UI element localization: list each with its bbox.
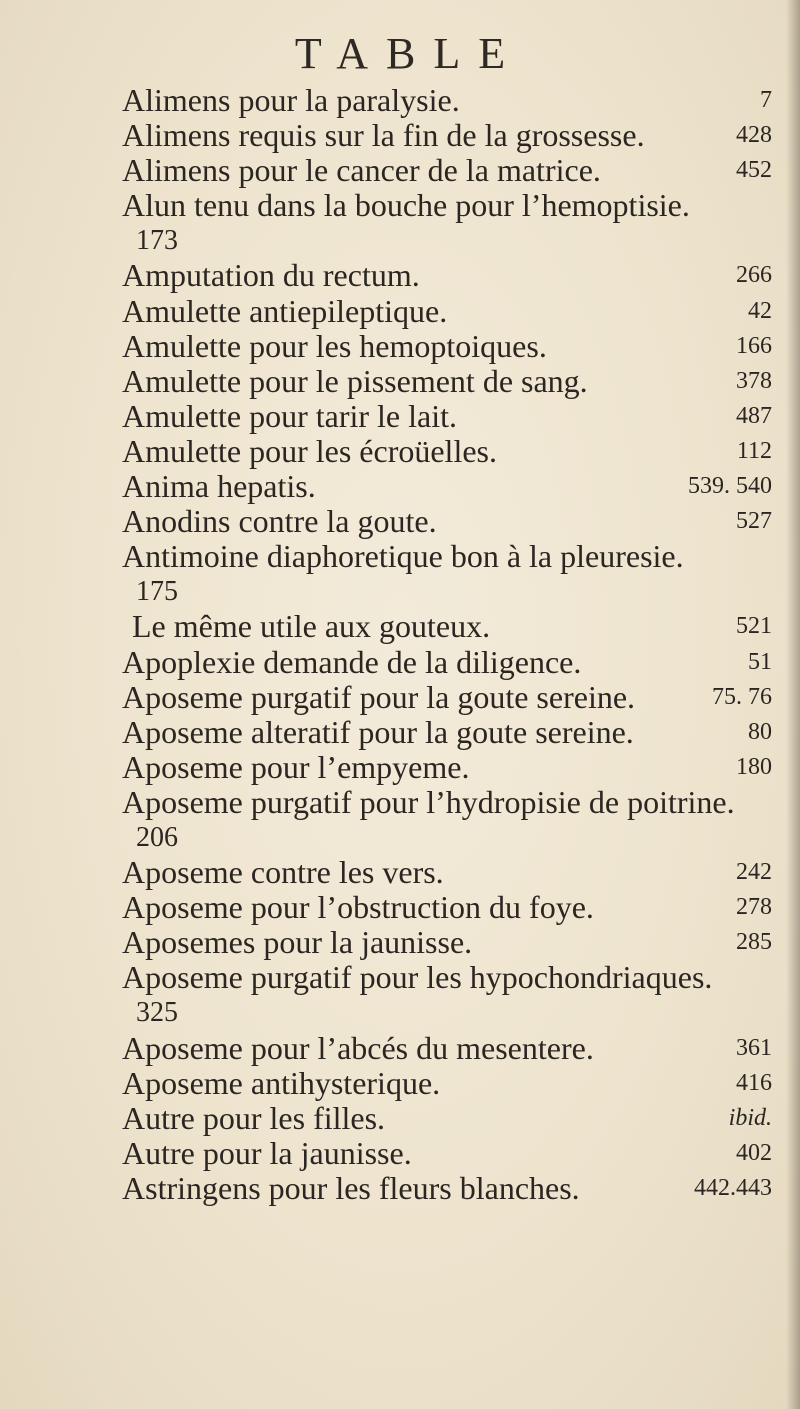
index-entry xyxy=(122,1171,772,1206)
entry-page-number: ibid. xyxy=(728,1104,772,1131)
index-entry xyxy=(122,364,772,399)
index-entry xyxy=(122,890,772,925)
entry-page-number: 7 xyxy=(760,87,772,113)
index-entry xyxy=(122,680,772,715)
entry-page-number: 521 xyxy=(736,613,772,640)
entry-text: 325 xyxy=(136,997,178,1029)
index-entries xyxy=(122,83,772,1206)
index-entry xyxy=(122,469,772,504)
entry-text: Autre pour la jaunisse. xyxy=(122,1134,412,1171)
entry-text: Amulette antiepileptique. xyxy=(122,292,448,329)
index-entry xyxy=(122,294,772,329)
index-entry xyxy=(122,504,772,539)
entry-page-number: 539. 540 xyxy=(688,473,772,500)
entry-text: Alimens pour la paralysie. xyxy=(122,82,460,118)
index-entry xyxy=(122,995,772,1030)
entry-text: 175 xyxy=(136,576,178,608)
entry-page-number: 452 xyxy=(736,157,772,184)
index-entry xyxy=(122,153,772,188)
index-entry xyxy=(122,574,772,609)
index-entry xyxy=(122,785,772,820)
entry-page-number: 487 xyxy=(736,402,772,429)
entry-page-number: 166 xyxy=(736,332,772,359)
entry-text: Aposeme pour l’obstruction du foye. xyxy=(122,889,594,926)
entry-page-number: 378 xyxy=(736,367,772,394)
page-edge-shadow xyxy=(786,0,800,1409)
index-entry xyxy=(122,715,772,750)
entry-page-number: 112 xyxy=(736,437,772,464)
entry-page-number: 242 xyxy=(736,859,772,886)
index-entry xyxy=(122,855,772,890)
entry-text: 206 xyxy=(136,821,178,853)
entry-text: Astringens pour les fleurs blanches. xyxy=(122,1169,580,1206)
entry-page-number: 361 xyxy=(736,1034,772,1061)
entry-text: Alimens requis sur la fin de la grossesse. xyxy=(122,117,645,154)
entry-text: Amulette pour tarir le lait. xyxy=(122,397,457,434)
index-entry xyxy=(122,925,772,960)
entry-text: Aposeme alteratif pour la goute sereine. xyxy=(122,713,634,750)
entry-text: Amputation du rectum. xyxy=(122,257,420,294)
entry-text: Aposeme contre les vers. xyxy=(122,854,444,891)
index-entry xyxy=(122,188,772,223)
entry-text: Aposeme purgatif pour les hypochondriaques. xyxy=(122,959,713,996)
page-title: TABLE xyxy=(294,29,524,78)
entry-text: Apoplexie demande de la diligence. xyxy=(122,643,582,680)
entry-text: Aposeme pour l’abcés du mesentere. xyxy=(122,1029,594,1066)
index-entry xyxy=(122,223,772,258)
entry-page-number: 278 xyxy=(736,894,772,921)
entry-page-number: 285 xyxy=(736,929,772,956)
index-entry xyxy=(122,645,772,680)
entry-text: Amulette pour le pissement de sang. xyxy=(122,362,588,399)
entry-page-number: 80 xyxy=(748,718,772,745)
index-entry xyxy=(122,83,772,118)
entry-page-number: 442.443 xyxy=(694,1174,772,1201)
index-entry xyxy=(122,750,772,785)
index-entry xyxy=(122,1136,772,1171)
index-entry xyxy=(122,539,772,574)
index-entry xyxy=(122,118,772,153)
index-entry xyxy=(122,820,772,855)
index-entry xyxy=(122,1101,772,1136)
entry-text: Le même utile aux gouteux. xyxy=(132,608,491,645)
entry-text: Aposemes pour la jaunisse. xyxy=(122,924,473,961)
entry-text: Amulette pour les hemoptoiques. xyxy=(122,327,547,364)
entry-text: Autre pour les filles. xyxy=(122,1099,386,1136)
entry-text: Amulette pour les écroüelles. xyxy=(122,432,497,469)
entry-text: Aposeme purgatif pour l’hydropisie de poitrine. xyxy=(122,783,735,820)
index-entry xyxy=(122,960,772,995)
entry-page-number: 527 xyxy=(736,508,772,535)
entry-page-number: 266 xyxy=(736,262,772,289)
index-entry xyxy=(122,1031,772,1066)
index-entry xyxy=(122,258,772,293)
entry-page-number: 75. 76 xyxy=(712,683,772,710)
index-entry xyxy=(122,609,772,644)
entry-page-number: 416 xyxy=(736,1069,772,1096)
entry-text: 173 xyxy=(136,225,178,257)
entry-text: Aposeme pour l’empyeme. xyxy=(122,748,470,785)
entry-page-number: 402 xyxy=(736,1139,772,1166)
entry-text: Alimens pour le cancer de la matrice. xyxy=(122,152,601,189)
entry-text: Anima hepatis. xyxy=(122,468,316,505)
entry-page-number: 51 xyxy=(748,648,772,675)
entry-page-number: 42 xyxy=(748,297,772,324)
index-entry xyxy=(122,399,772,434)
entry-text: Aposeme purgatif pour la goute sereine. xyxy=(122,678,636,715)
entry-page-number: 428 xyxy=(736,122,772,149)
entry-text: Alun tenu dans la bouche pour l’hemoptisie. xyxy=(122,187,690,224)
entry-text: Antimoine diaphoretique bon à la pleuresie. xyxy=(122,538,684,575)
entry-text: Aposeme antihysterique. xyxy=(122,1064,441,1101)
index-entry xyxy=(122,1066,772,1101)
entry-text: Anodins contre la goute. xyxy=(122,503,437,540)
index-entry xyxy=(122,329,772,364)
entry-page-number: 180 xyxy=(736,753,772,780)
index-entry xyxy=(122,434,772,469)
